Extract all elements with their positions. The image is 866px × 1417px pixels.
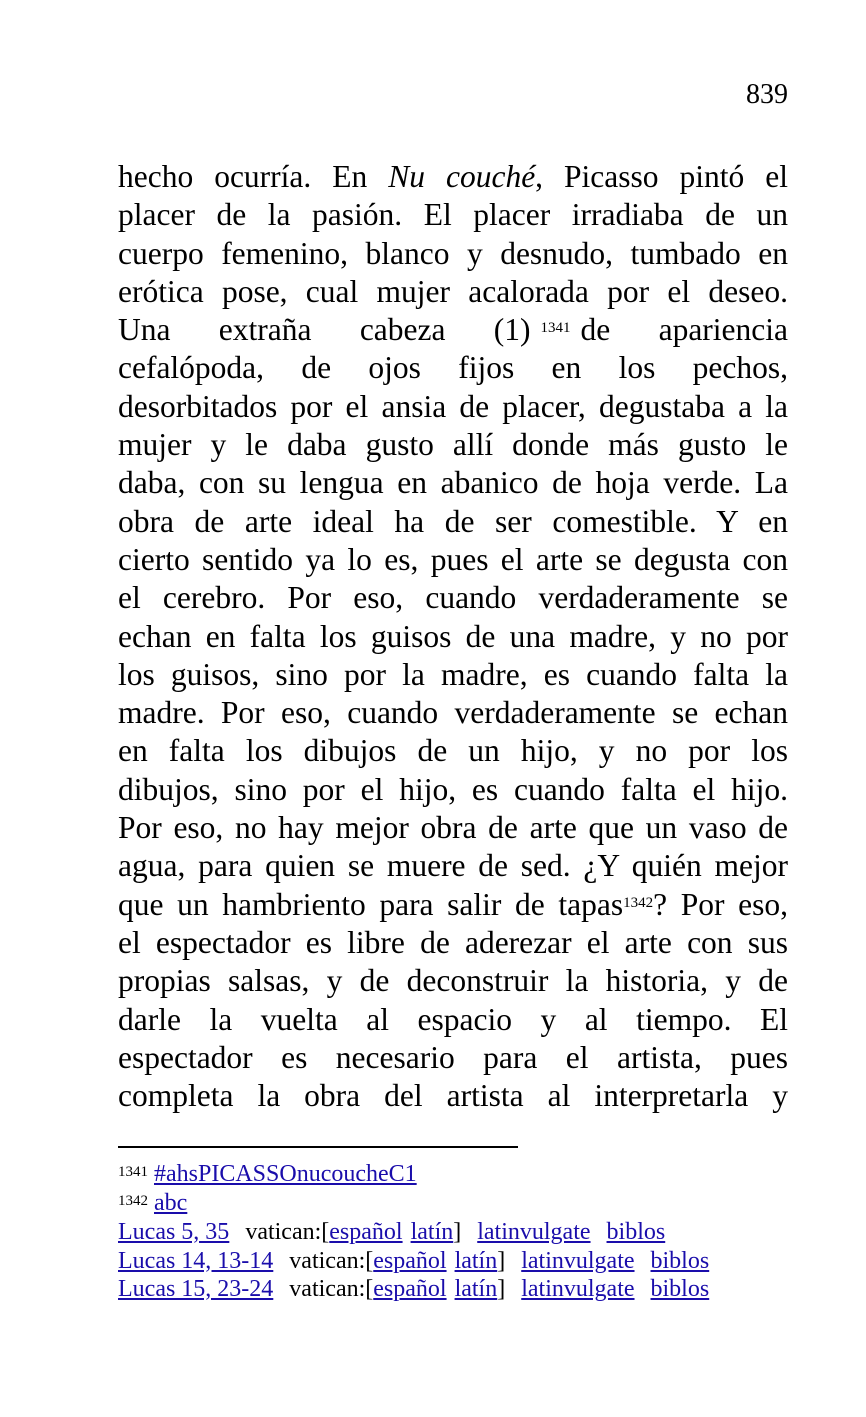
body-line: en falta los dibujos de un hijo, y no por los [118,733,788,769]
body-line [118,311,788,349]
biblos-link[interactable]: biblos [650,1276,710,1302]
body-line: completa la obra del artista al interpretarla y [118,1078,788,1114]
biblos-link[interactable]: biblos [606,1219,666,1245]
footnote [118,1189,818,1218]
body-line: madre. Por eso, cuando verdaderamente se echan [118,695,788,731]
body-line: el cerebro. Por eso, cuando verdaderamente se [118,580,788,616]
vatican-label: vatican:[ [289,1247,374,1274]
body-line: mujer y le daba gusto allí donde más gusto le [118,427,788,463]
body-line: Por eso, no hay mejor obra de arte que un vaso de [118,810,788,846]
body-line: los guisos, sino por la madre, es cuando falta la [118,656,788,692]
body-line-text: hecho ocurría. En [118,159,389,194]
footnotes [118,1160,818,1304]
footnote [118,1160,818,1189]
vatican-close-bracket: ] [453,1219,462,1245]
body-line-text: , Picasso pintó el [535,159,788,194]
body-line: el espectador es libre de aderezar el arte con sus [118,924,788,960]
body-line-text: ? Por eso, [653,886,788,922]
body-line: propias salsas, y de deconstruir la historia, y de [118,963,788,999]
body-line: echan en falta los guisos de una madre, y no por [118,618,788,654]
footnote-divider [118,1146,518,1148]
body-line-text: Una extraña cabeza (1) [118,312,531,348]
body-line: obra de arte ideal ha de ser comestible. Y en [118,503,788,539]
latinvulgate-link[interactable]: latinvulgate [521,1247,635,1274]
footnote-marker: 1342 [623,894,654,911]
bible-reference-row [118,1247,818,1276]
body-line: daba, con su lengua en abanico de hoja verde. La [118,465,788,501]
vatican-spanish-link[interactable]: español [373,1276,447,1302]
page-number: 839 [746,79,788,110]
vatican-label: vatican:[ [245,1219,330,1245]
body-line: darle la vuelta al espacio y al tiempo. El [118,1001,788,1037]
vatican-close-bracket: ] [497,1247,506,1274]
body-line: placer de la pasión. El placer irradiaba de un [118,197,788,233]
body-line: cierto sentido ya lo es, pues el arte se degusta con [118,541,788,577]
body-line-text: de apariencia [580,312,788,348]
body-line: agua, para quien se muere de sed. ¿Y quién mejor [118,848,788,884]
vatican-spanish-link[interactable]: español [329,1219,403,1245]
body-line: cefalópoda, de ojos fijos en los pechos, [118,350,788,386]
footnote-number: 1341 [118,1164,148,1180]
body-line-text: que un hambriento para salir de tapas [118,886,624,922]
body-line: cuerpo femenino, blanco y desnudo, tumbado en [118,235,788,271]
vatican-latin-link[interactable]: latín [454,1247,498,1274]
body-line: espectador es necesario para el artista, pues [118,1039,788,1075]
artwork-title: Nu couché [388,159,536,194]
latinvulgate-link[interactable]: latinvulgate [477,1219,591,1245]
footnote-number: 1342 [118,1193,148,1209]
footnote-link[interactable]: #ahsPICASSOnucoucheC1 [154,1161,417,1187]
body-line: desorbitados por el ansia de placer, degustaba a la [118,388,788,424]
bible-ref-link[interactable]: Lucas 14, 13-14 [118,1247,274,1274]
footnote-link[interactable]: abc [154,1190,188,1216]
footnote-marker: 1341 [540,320,571,337]
vatican-latin-link[interactable]: latín [410,1219,454,1245]
biblos-link[interactable]: biblos [650,1247,710,1274]
body-line [118,886,788,924]
vatican-label: vatican:[ [289,1276,374,1302]
body-text [118,158,788,1115]
bible-ref-link[interactable]: Lucas 5, 35 [118,1219,230,1245]
vatican-close-bracket: ] [497,1276,506,1302]
bible-ref-link[interactable]: Lucas 15, 23-24 [118,1276,274,1302]
latinvulgate-link[interactable]: latinvulgate [521,1276,635,1302]
vatican-latin-link[interactable]: latín [454,1276,498,1302]
bible-reference-row [118,1218,818,1247]
body-line: dibujos, sino por el hijo, es cuando falta el hijo. [118,771,788,807]
body-line [118,158,788,196]
body-line: erótica pose, cual mujer acalorada por el deseo. [118,273,788,309]
vatican-spanish-link[interactable]: español [373,1247,447,1274]
bible-reference-row [118,1275,818,1304]
